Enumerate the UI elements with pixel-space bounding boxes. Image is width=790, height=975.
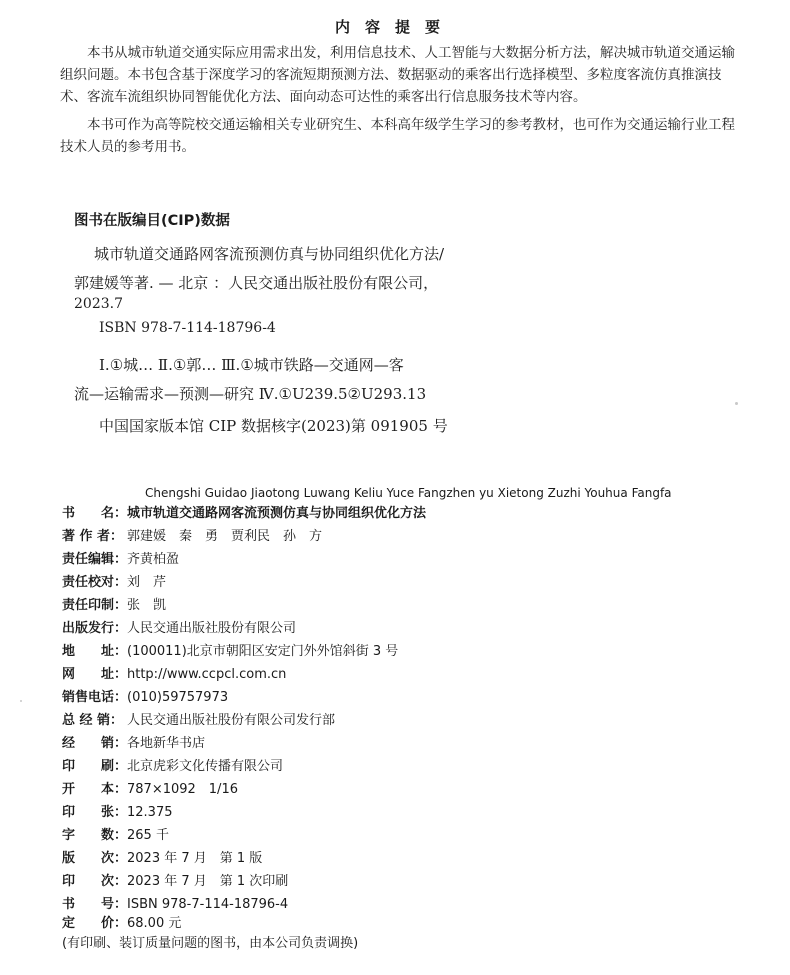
info-row-sales-phone	[62, 687, 228, 709]
info-row-authors	[62, 526, 322, 548]
info-value: 2023 年 7 月 第 1 次印刷	[127, 874, 289, 889]
pinyin-title: Chengshi Guidao Jiaotong Luwang Keliu Yuce Fangzhen yu Xietong Zuzhi Youhua Fangfa	[145, 486, 672, 500]
cip-record-number: 中国国家版本馆 CIP 数据核字(2023)第 091905 号	[99, 417, 448, 435]
info-value: 12.375	[127, 805, 173, 820]
info-label: 书 号：	[62, 897, 128, 912]
info-label: 印 次：	[62, 874, 128, 889]
cip-author-publisher-line: 郭建媛等著. — 北京 ：人民交通出版社股份有限公司，	[74, 274, 439, 292]
info-label: 责任印制：	[62, 598, 128, 613]
info-value: 城市轨道交通路网客流预测仿真与协同组织优化方法	[127, 506, 427, 521]
info-label: 地 址：	[62, 644, 128, 659]
info-label: 版 次：	[62, 851, 128, 866]
info-row-proofreader	[62, 572, 166, 594]
cip-title-line: 城市轨道交通路网客流预测仿真与协同组织优化方法/	[94, 245, 445, 263]
info-value: 265 千	[127, 828, 169, 843]
info-value: (010)59757973	[127, 690, 229, 705]
info-row-edition	[62, 848, 262, 870]
scan-speck	[735, 402, 738, 405]
info-label: 经 销：	[62, 736, 128, 751]
quality-notice: (有印刷、装订质量问题的图书，由本公司负责调换)	[62, 936, 359, 951]
info-value: 68.00 元	[127, 916, 182, 931]
info-row-website	[62, 664, 286, 686]
info-label: 字 数：	[62, 828, 128, 843]
info-row-general-distributor	[62, 710, 335, 732]
info-row-impression	[62, 871, 288, 893]
info-row-format	[62, 779, 238, 801]
info-row-distributor	[62, 733, 205, 755]
info-label: 出版发行：	[62, 621, 128, 636]
info-label: 责任校对：	[62, 575, 128, 590]
info-label: 开 本：	[62, 782, 128, 797]
info-row-editor	[62, 549, 179, 571]
info-value: 张 凯	[127, 598, 167, 613]
info-value: 人民交通出版社股份有限公司	[127, 621, 297, 636]
info-value: 北京虎彩文化传播有限公司	[127, 759, 284, 774]
info-label: 总 经 销：	[62, 713, 124, 728]
info-row-print-manager	[62, 595, 166, 617]
info-value: 齐黄柏盈	[127, 552, 180, 567]
scan-speck	[20, 700, 22, 702]
info-value: 人民交通出版社股份有限公司发行部	[127, 713, 336, 728]
info-value: http://www.ccpcl.com.cn	[127, 667, 287, 682]
cip-date-line: 2023.7	[74, 296, 123, 312]
cip-heading: 图书在版编目(CIP)数据	[74, 213, 230, 229]
info-label: 印 张：	[62, 805, 128, 820]
info-label: 印 刷：	[62, 759, 128, 774]
info-label: 书 名：	[62, 506, 128, 521]
info-row-address	[62, 641, 398, 663]
info-value: (100011)北京市朝阳区安定门外外馆斜街 3 号	[127, 644, 399, 659]
summary-paragraph-1: 本书从城市轨道交通实际应用需求出发，利用信息技术、人工智能与大数据分析方法，解决城市轨道交通运输组织问题。本书包含基于深度学习的客流短期预测方法、数据驱动的乘客出行选择模型、多粒度客流仿真推演技术、客流车流组织协同智能优化方法、面向动态可达性的乘客出行信息服务技术等内容。	[60, 45, 735, 105]
info-value: 787×1092 1/16	[127, 782, 238, 797]
info-row-publisher	[62, 618, 296, 640]
info-label: 著 作 者：	[62, 529, 124, 544]
info-label: 销售电话：	[62, 690, 128, 705]
cip-subject-line-1: Ⅰ.①城… Ⅱ.①郭… Ⅲ.①城市铁路—交通网—客	[99, 356, 404, 374]
info-value: ISBN 978-7-114-18796-4	[127, 897, 289, 912]
info-row-printer	[62, 756, 283, 778]
info-label: 责任编辑：	[62, 552, 128, 567]
summary-paragraph-2: 本书可作为高等院校交通运输相关专业研究生、本科高年级学生学习的参考教材，也可作为交通运输行业工程技术人员的参考用书。	[60, 117, 735, 155]
cip-isbn-line: ISBN 978-7-114-18796-4	[99, 320, 276, 336]
info-row-word-count	[62, 825, 169, 847]
cip-subject-line-2: 流—运输需求—预测—研究 Ⅳ.①U239.5②U293.13	[74, 385, 427, 403]
info-row-sheets	[62, 802, 173, 824]
info-row-title	[62, 503, 426, 525]
info-value: 刘 芹	[127, 575, 167, 590]
summary-title: 内容提要	[334, 18, 455, 36]
info-value: 郭建媛 秦 勇 贾利民 孙 方	[127, 529, 323, 544]
info-value: 各地新华书店	[127, 736, 206, 751]
info-label: 网 址：	[62, 667, 128, 682]
info-label: 定 价：	[62, 916, 128, 931]
info-value: 2023 年 7 月 第 1 版	[127, 851, 263, 866]
